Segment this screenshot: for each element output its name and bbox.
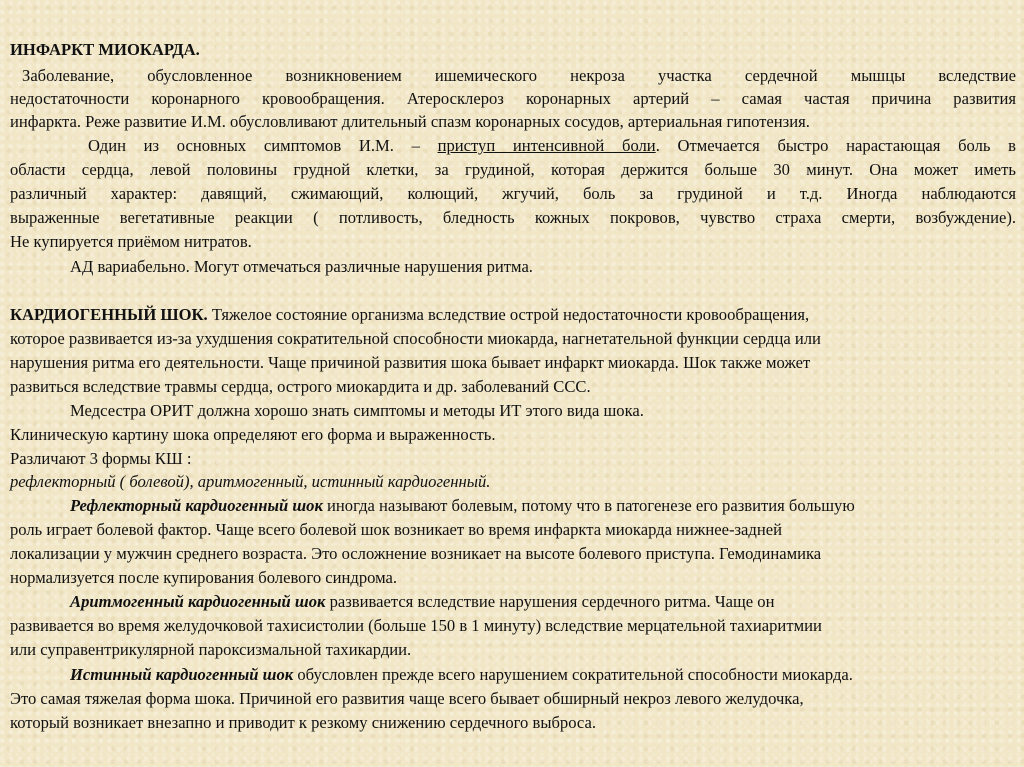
paragraph-line: выраженные вегетативные реакции ( потливость, бледность кожных покровов, чувство страха смерти, возбуждение). bbox=[10, 208, 1016, 227]
paragraph-line: КАРДИОГЕННЫЙ ШОК. Тяжелое состояние организма вследствие острой недостаточности кровообращения, bbox=[10, 305, 810, 324]
paragraph-line: развиться вследствие травмы сердца, острого миокардита и др. заболеваний ССС. bbox=[10, 377, 591, 396]
reflex-shock-term: Рефлекторный кардиогенный шок bbox=[70, 496, 323, 515]
section-title-infarction: ИНФАРКТ МИОКАРДА. bbox=[10, 40, 200, 59]
paragraph-line: АД вариабельно. Могут отмечаться различные нарушения ритма. bbox=[70, 257, 533, 276]
section-title-cardiogenic-shock: КАРДИОГЕННЫЙ ШОК. bbox=[10, 305, 208, 324]
arrhythmogenic-shock-term: Аритмогенный кардиогенный шок bbox=[70, 592, 326, 611]
paragraph-line: развивается во время желудочковой тахисистолии (больше 150 в 1 минуту) вследствие мерцательной тахиаритмии bbox=[10, 616, 822, 635]
paragraph-line: локализации у мужчин среднего возраста. Это осложнение возникает на высоте болевого приступа. Гемодинамика bbox=[10, 544, 822, 563]
paragraph-line: Заболевание, обусловленное возникновением ишемического некроза участка сердечной мышцы вследствие bbox=[22, 66, 1016, 85]
paragraph-line: нормализуется после купирования болевого синдрома. bbox=[10, 568, 398, 587]
paragraph-line: Клиническую картину шока определяют его форма и выраженность. bbox=[10, 425, 496, 444]
paragraph-line: недостаточности коронарного кровообращения. Атеросклероз коронарных артерий – самая частая причина развития bbox=[10, 89, 1016, 108]
paragraph-line: нарушения ритма его деятельности. Чаще причиной развития шока бывает инфаркт миокарда. Шок также может bbox=[10, 353, 811, 372]
paragraph-line: различный характер: давящий, сжимающий, колющий, жгучий, боль за грудиной и т.д. Иногда наблюдаются bbox=[10, 184, 1016, 203]
paragraph-line: Это самая тяжелая форма шока. Причиной его развития чаще всего бывает обширный некроз левого желудочка, bbox=[10, 689, 804, 708]
paragraph-line: Один из основных симптомов И.М. – приступ интенсивной боли. Отмечается быстро нарастающая боль в bbox=[88, 136, 1017, 155]
paragraph-line: Медсестра ОРИТ должна хорошо знать симптомы и методы ИТ этого вида шока. bbox=[70, 401, 644, 420]
true-shock-term: Истинный кардиогенный шок bbox=[70, 665, 294, 684]
paragraph-line: Истинный кардиогенный шок обусловлен прежде всего нарушением сократительной способности миокарда. bbox=[70, 665, 853, 684]
paragraph-line: области сердца, левой половины грудной клетки, за грудиной, которая держится больше 30 минут. Она может иметь bbox=[10, 160, 1016, 179]
forms-list: рефлекторный ( болевой), аритмогенный, истинный кардиогенный. bbox=[10, 472, 491, 491]
paragraph-line: который возникает внезапно и приводит к резкому снижению сердечного выброса. bbox=[10, 713, 597, 732]
underlined-phrase: приступ интенсивной боли bbox=[437, 136, 656, 155]
paragraph-line: Не купируется приёмом нитратов. bbox=[10, 232, 252, 251]
paragraph-line: Рефлекторный кардиогенный шок иногда называют болевым, потому что в патогенезе его развития большую bbox=[70, 496, 855, 515]
paragraph-line: Аритмогенный кардиогенный шок развивается вследствие нарушения сердечного ритма. Чаще он bbox=[70, 592, 775, 611]
paragraph-line: или суправентрикулярной пароксизмальной тахикардии. bbox=[10, 640, 412, 659]
paragraph-line: Различают 3 формы КШ : bbox=[10, 449, 192, 468]
paragraph-line: которое развивается из-за ухудшения сократительной способности миокарда, нагнетательной функции сердца или bbox=[10, 329, 821, 348]
paragraph-line: роль играет болевой фактор. Чаще всего болевой шок возникает во время инфаркта миокарда нижнее-задней bbox=[10, 520, 782, 539]
paragraph-line: инфаркта. Реже развитие И.М. обусловливают длительный спазм коронарных сосудов, артериальная гипотензия. bbox=[10, 112, 810, 131]
